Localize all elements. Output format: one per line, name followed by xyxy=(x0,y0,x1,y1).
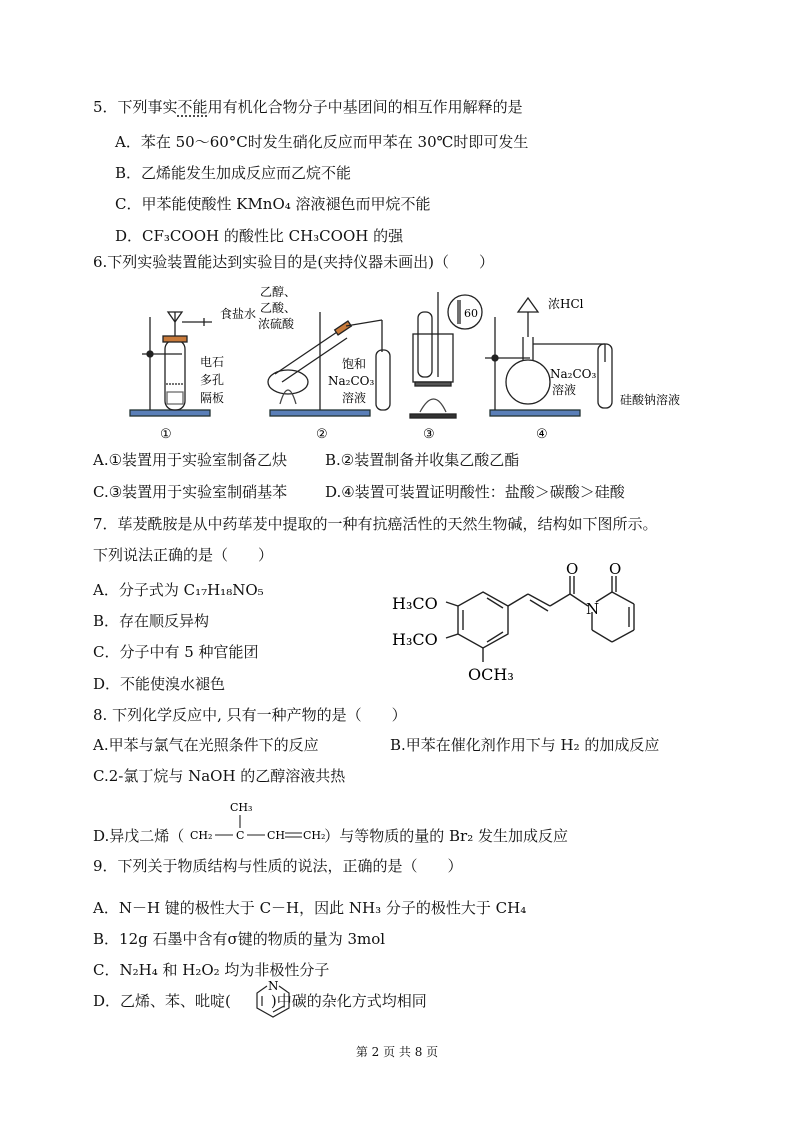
fig4-label-solution: 溶液 xyxy=(552,383,577,397)
fig1-label-saltwater: 食盐水 xyxy=(220,307,257,321)
isoprene-ch2-left: CH₂ xyxy=(190,829,213,842)
fig3-number: ③ xyxy=(423,427,435,442)
q8-option-b: B.甲苯在催化剂作用下与 H₂ 的加成反应 xyxy=(390,736,660,754)
q5-option-b: B．乙烯能发生加成反应而乙烷不能 xyxy=(115,164,352,182)
q5-emphasis: 不能 xyxy=(177,98,208,116)
fig2-label-ethanol: 乙醇、 xyxy=(260,285,297,299)
q6-option-a: A.①装置用于实验室制备乙炔 xyxy=(93,451,288,469)
q5-option-d: D．CF₃COOH 的酸性比 CH₃COOH 的强 xyxy=(115,227,404,245)
fig4-label-na2co3: Na₂CO₃ xyxy=(550,367,597,381)
fig3-thermometer-reading: 60 xyxy=(464,307,478,320)
fig4-number: ④ xyxy=(536,427,548,442)
q6-apparatus-figure xyxy=(120,282,720,442)
fig1-label-plate: 隔板 xyxy=(200,391,225,405)
q8-option-a: A.甲苯与氯气在光照条件下的反应 xyxy=(93,736,319,754)
struct7-och3-top: H₃CO xyxy=(392,594,438,613)
q7-stem-line1: 7．荜茇酰胺是从中药荜茇中提取的一种有抗癌活性的天然生物碱，结构如下图所示。 xyxy=(93,515,658,533)
fig2-label-sulfuric: 浓硫酸 xyxy=(258,317,295,331)
struct7-o1: O xyxy=(566,562,579,578)
q9-option-a: A．N－H 键的极性大于 C－H，因此 NH₃ 分子的极性大于 CH₄ xyxy=(93,899,527,917)
q9-option-d: D．乙烯、苯、吡啶( )中碳的杂化方式均相同 xyxy=(93,992,427,1010)
q6-option-c: C.③装置用于实验室制硝基苯 xyxy=(93,483,288,501)
q8-option-d: D.异戊二烯（ ）与等物质的量的 Br₂ 发生加成反应 xyxy=(93,827,569,845)
struct7-n: N xyxy=(586,600,600,618)
q7-structure-piperlongumine xyxy=(388,562,688,697)
fig1-label-porous: 多孔 xyxy=(200,373,225,387)
fig2-number: ② xyxy=(316,427,328,442)
q9-option-b: B．12g 石墨中含有σ键的物质的量为 3mol xyxy=(93,930,386,948)
fig2-label-na2co3: Na₂CO₃ xyxy=(328,374,375,388)
q7-option-b: B．存在顺反异构 xyxy=(93,612,210,630)
q5-option-c: C．甲苯能使酸性 KMnO₄ 溶液褪色而甲烷不能 xyxy=(115,195,431,213)
q5-option-a: A．苯在 50～60°C时发生硝化反应而甲苯在 30℃时即可发生 xyxy=(115,133,529,151)
fig4-label-hcl: 浓HCl xyxy=(548,297,584,311)
q7-stem-line2: 下列说法正确的是（ ） xyxy=(93,546,274,564)
fig1-number: ① xyxy=(160,427,172,442)
struct7-och3-mid: H₃CO xyxy=(392,630,438,649)
q6-stem: 6.下列实验装置能达到实验目的是(夹持仪器未画出)（ ） xyxy=(93,253,495,271)
struct7-och3-bottom: OCH₃ xyxy=(468,665,514,684)
isoprene-ch2-right: CH₂ xyxy=(303,829,326,842)
q8-option-c: C.2-氯丁烷与 NaOH 的乙醇溶液共热 xyxy=(93,767,346,785)
fig2-label-solution: 溶液 xyxy=(342,391,367,405)
q6-option-d: D.④装置可装置证明酸性：盐酸＞碳酸＞硅酸 xyxy=(325,483,625,501)
isoprene-ch: CH xyxy=(267,829,286,842)
pyridine-n: N xyxy=(268,979,279,993)
fig1-label-carbide: 电石 xyxy=(200,355,225,369)
q9-stem: 9．下列关于物质结构与性质的说法，正确的是（ ） xyxy=(93,857,463,875)
q6-option-b: B.②装置制备并收集乙酸乙酯 xyxy=(325,451,520,469)
q9-pyridine-structure xyxy=(253,976,293,1020)
q7-option-d: D．不能使溴水褪色 xyxy=(93,675,226,693)
fig4-label-silicate: 硅酸钠溶液 xyxy=(620,393,681,407)
isoprene-ch3: CH₃ xyxy=(230,801,253,814)
fig2-label-saturated: 饱和 xyxy=(342,357,367,371)
q8-stem: 8. 下列化学反应中, 只有一种产物的是（ ） xyxy=(93,706,407,724)
q9-option-c: C．N₂H₄ 和 H₂O₂ 均为非极性分子 xyxy=(93,961,330,979)
page-footer: 第 2 页 共 8 页 xyxy=(355,1045,439,1059)
struct7-o2: O xyxy=(609,562,622,578)
fig2-label-acetic: 乙酸、 xyxy=(260,301,297,315)
q8-structure-isoprene xyxy=(185,795,330,850)
q5-stem: 5．下列事实不能用有机化合物分子中基团间的相互作用解释的是 xyxy=(93,98,523,116)
q7-option-c: C．分子中有 5 种官能团 xyxy=(93,643,259,661)
isoprene-c: C xyxy=(236,829,245,842)
q7-option-a: A．分子式为 C₁₇H₁₈NO₅ xyxy=(93,581,264,599)
apparatus-4 xyxy=(485,298,612,416)
